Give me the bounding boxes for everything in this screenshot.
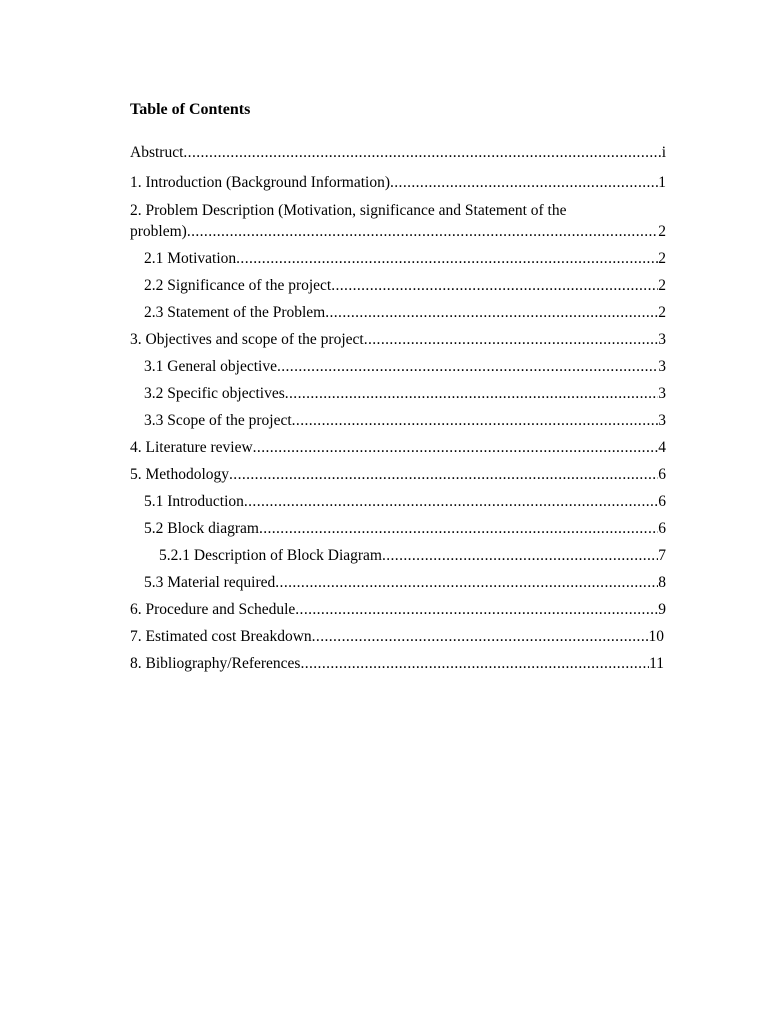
toc-entry-cost-breakdown[interactable] bbox=[130, 626, 664, 647]
dot-leader bbox=[259, 518, 658, 539]
dot-leader bbox=[331, 275, 658, 296]
toc-entry-label: 2.2 Significance of the project bbox=[144, 277, 332, 294]
toc-entry-page: 4 bbox=[658, 439, 666, 456]
toc-entry-label: 7. Estimated cost Breakdown bbox=[130, 628, 312, 645]
toc-entry-methodology-introduction[interactable] bbox=[130, 491, 666, 512]
toc-entry-material-required[interactable] bbox=[130, 572, 666, 593]
toc-entry-problem-description-line1[interactable] bbox=[130, 200, 666, 221]
toc-entry-page: 6 bbox=[658, 493, 666, 510]
page-title: Table of Contents bbox=[130, 101, 251, 118]
toc-entry-label: 5.1 Introduction bbox=[144, 493, 244, 510]
toc-entry-page: 9 bbox=[658, 601, 666, 618]
toc-entry-label: 5.3 Material required bbox=[144, 574, 276, 591]
dot-leader bbox=[285, 383, 659, 404]
dot-leader bbox=[295, 599, 658, 620]
toc-entry-procedure-schedule[interactable] bbox=[130, 599, 666, 620]
toc-entry-page: 2 bbox=[658, 277, 666, 294]
toc-entry-page: 3 bbox=[658, 358, 666, 375]
toc-entry-block-diagram-description[interactable] bbox=[130, 545, 666, 566]
toc-entry-general-objective[interactable] bbox=[130, 356, 666, 377]
toc-entry-label: 2. Problem Description (Motivation, significance and Statement of the bbox=[130, 202, 567, 219]
toc-entry-statement-of-problem[interactable] bbox=[130, 302, 666, 323]
toc-entry-page: 11 bbox=[649, 655, 664, 672]
toc-entry-abstract[interactable] bbox=[130, 142, 666, 163]
toc-entry-bibliography[interactable] bbox=[130, 653, 664, 674]
toc-entry-page: i bbox=[661, 144, 666, 161]
toc-entry-block-diagram[interactable] bbox=[130, 518, 666, 539]
toc-entry-page: 2 bbox=[658, 223, 666, 240]
toc-entry-page: 10 bbox=[648, 628, 664, 645]
toc-entry-page: 2 bbox=[658, 250, 666, 267]
dot-leader bbox=[275, 572, 658, 593]
dot-leader bbox=[382, 545, 658, 566]
toc-entry-label: 5. Methodology bbox=[130, 466, 230, 483]
toc-entry-page: 8 bbox=[658, 574, 666, 591]
toc-entry-motivation[interactable] bbox=[130, 248, 666, 269]
toc-entry-label: Abstruct bbox=[130, 144, 184, 161]
toc-entry-label: 3.2 Specific objectives bbox=[144, 385, 285, 402]
toc-entry-page: 3 bbox=[658, 385, 666, 402]
dot-leader bbox=[364, 329, 659, 350]
dot-leader bbox=[244, 491, 658, 512]
toc-entry-page: 3 bbox=[658, 412, 666, 429]
toc-entry-scope[interactable] bbox=[130, 410, 666, 431]
toc-entry-problem-description[interactable] bbox=[130, 221, 666, 242]
toc-entry-methodology[interactable] bbox=[130, 464, 666, 485]
toc-entry-label: 2.1 Motivation bbox=[144, 250, 237, 267]
toc-entry-label: 1. Introduction (Background Information) bbox=[130, 174, 390, 191]
toc-entry-page: 1 bbox=[658, 174, 666, 191]
dot-leader bbox=[325, 302, 658, 323]
dot-leader bbox=[183, 142, 661, 163]
dot-leader bbox=[187, 221, 658, 242]
toc-entry-label: 5.2.1 Description of Block Diagram bbox=[159, 547, 382, 564]
dot-leader bbox=[277, 356, 658, 377]
dot-leader bbox=[236, 248, 658, 269]
toc-entry-page: 6 bbox=[658, 520, 666, 537]
toc-entry-page: 6 bbox=[658, 466, 666, 483]
dot-leader bbox=[253, 437, 659, 458]
toc-entry-significance[interactable] bbox=[130, 275, 666, 296]
toc-entry-label: 6. Procedure and Schedule bbox=[130, 601, 296, 618]
toc-list bbox=[130, 140, 666, 674]
toc-entry-literature-review[interactable] bbox=[130, 437, 666, 458]
dot-leader bbox=[300, 653, 649, 674]
dot-leader bbox=[312, 626, 649, 647]
toc-entry-page: 2 bbox=[658, 304, 666, 321]
dot-leader bbox=[390, 172, 658, 193]
toc-entry-page: 7 bbox=[658, 547, 666, 564]
toc-entry-specific-objectives[interactable] bbox=[130, 383, 666, 404]
toc-entry-page: 3 bbox=[658, 331, 666, 348]
toc-entry-label: problem) bbox=[130, 223, 187, 240]
toc-entry-label: 3.1 General objective bbox=[144, 358, 277, 375]
toc-entry-label: 8. Bibliography/References bbox=[130, 655, 301, 672]
dot-leader bbox=[229, 464, 658, 485]
toc-entry-objectives[interactable] bbox=[130, 329, 666, 350]
toc-entry-introduction[interactable] bbox=[130, 172, 666, 193]
dot-leader bbox=[292, 410, 659, 431]
toc-entry-label: 3.3 Scope of the project bbox=[144, 412, 292, 429]
toc-entry-label: 2.3 Statement of the Problem bbox=[144, 304, 326, 321]
toc-entry-label: 4. Literature review bbox=[130, 439, 253, 456]
toc-entry-label: 5.2 Block diagram bbox=[144, 520, 259, 537]
toc-entry-label: 3. Objectives and scope of the project bbox=[130, 331, 364, 348]
